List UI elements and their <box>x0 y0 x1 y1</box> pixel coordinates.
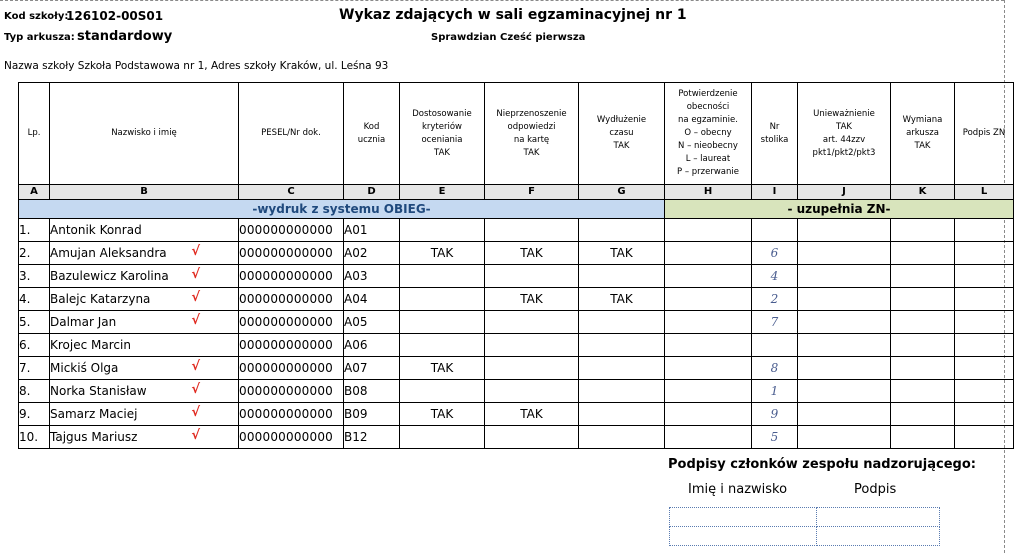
student-pesel-text: 000000000000 <box>239 223 334 237</box>
student-code-text: A03 <box>344 269 368 283</box>
desk-number-cell <box>752 403 798 426</box>
student-name <box>50 288 239 311</box>
annulment-cell[interactable] <box>798 334 891 357</box>
desk-number-cell <box>752 219 798 242</box>
student-code-text: A05 <box>344 315 368 329</box>
student-code <box>344 242 400 265</box>
student-code <box>344 265 400 288</box>
signature-row <box>670 508 940 527</box>
column-letter: A <box>19 185 50 200</box>
extended-time-cell <box>579 242 665 265</box>
column-letter: G <box>579 185 665 200</box>
student-code <box>344 426 400 449</box>
header-student-code: Kod ucznia <box>344 83 400 185</box>
signature-cell[interactable] <box>955 265 1014 288</box>
student-pesel <box>239 426 344 449</box>
desk-number-cell-text: 9 <box>770 407 779 421</box>
table-row <box>19 426 1014 449</box>
header-desk-number: Nr stolika <box>752 83 798 185</box>
sheet-exchange-cell[interactable] <box>891 403 955 426</box>
table-row <box>19 265 1014 288</box>
page-border-top <box>0 0 1004 1</box>
signatures-sign-header: Podpis <box>854 482 897 497</box>
student-name-text: Dalmar Jan <box>50 315 117 329</box>
row-number-text: 2. <box>19 246 31 260</box>
student-code <box>344 357 400 380</box>
no-transfer-cell <box>485 265 579 288</box>
attendance-cell[interactable] <box>665 311 752 334</box>
student-pesel <box>239 380 344 403</box>
header-signature: Podpis ZN <box>955 83 1014 185</box>
adjustment-cell <box>400 219 485 242</box>
row-number <box>19 426 50 449</box>
sheet-exchange-cell[interactable] <box>891 288 955 311</box>
header-annulment: Unieważnienie TAK art. 44zzv pkt1/pkt2/pkt3 <box>798 83 891 185</box>
desk-number-cell <box>752 334 798 357</box>
column-letter: L <box>955 185 1014 200</box>
desk-number-cell-text: 8 <box>770 361 779 375</box>
table-row <box>19 403 1014 426</box>
student-name <box>50 242 239 265</box>
column-letter: C <box>239 185 344 200</box>
row-number-text: 3. <box>19 269 31 283</box>
sheet-exchange-cell[interactable] <box>891 357 955 380</box>
student-code-text: B12 <box>344 430 368 444</box>
signature-cell[interactable] <box>955 242 1014 265</box>
sheet-type-value: standardowy <box>77 29 173 44</box>
extended-time-cell-text: TAK <box>610 246 633 260</box>
student-pesel <box>239 242 344 265</box>
student-code-text: A02 <box>344 246 368 260</box>
no-transfer-cell <box>485 426 579 449</box>
column-letter: H <box>665 185 752 200</box>
student-pesel <box>239 219 344 242</box>
table-row <box>19 288 1014 311</box>
no-transfer-cell-text: TAK <box>520 246 543 260</box>
row-number-text: 7. <box>19 361 31 375</box>
row-number <box>19 288 50 311</box>
row-number <box>19 219 50 242</box>
table-row <box>19 311 1014 334</box>
row-number-text: 9. <box>19 407 31 421</box>
table-row <box>19 242 1014 265</box>
signatures-title: Podpisy członków zespołu nadzorującego: <box>668 457 976 472</box>
student-name-text: Bazulewicz Karolina <box>50 269 169 283</box>
student-name-text: Antonik Konrad <box>50 223 142 237</box>
desk-number-cell-text: 7 <box>770 315 779 329</box>
table-row <box>19 380 1014 403</box>
attendance-cell[interactable] <box>665 403 752 426</box>
row-number <box>19 380 50 403</box>
adjustment-cell <box>400 242 485 265</box>
letter-row <box>19 185 1014 200</box>
student-code-text: B08 <box>344 384 368 398</box>
signature-name-cell[interactable] <box>670 527 817 546</box>
extended-time-cell-text: TAK <box>610 292 633 306</box>
annulment-cell[interactable] <box>798 219 891 242</box>
checkmark-icon: √ <box>191 244 200 259</box>
student-name-text: Balejc Katarzyna <box>50 292 151 306</box>
sheet-exchange-cell[interactable] <box>891 265 955 288</box>
student-name <box>50 357 239 380</box>
no-transfer-cell <box>485 219 579 242</box>
adjustment-cell <box>400 426 485 449</box>
column-letter: J <box>798 185 891 200</box>
band-filled-by-zn: - uzupełnia ZN- <box>665 200 1014 219</box>
attendance-cell[interactable] <box>665 265 752 288</box>
annulment-cell[interactable] <box>798 265 891 288</box>
school-info-line: Nazwa szkoły Szkoła Podstawowa nr 1, Adres szkoły Kraków, ul. Leśna 93 <box>4 60 389 72</box>
header-no-transfer: Nieprzenoszenie odpowiedzi na kartę TAK <box>485 83 579 185</box>
no-transfer-cell <box>485 288 579 311</box>
sheet-exchange-cell[interactable] <box>891 426 955 449</box>
column-letter: E <box>400 185 485 200</box>
student-code <box>344 311 400 334</box>
student-pesel <box>239 403 344 426</box>
student-code-text: B09 <box>344 407 368 421</box>
row-number <box>19 357 50 380</box>
header-sheet-exchange: Wymiana arkusza TAK <box>891 83 955 185</box>
student-name <box>50 265 239 288</box>
student-pesel-text: 000000000000 <box>239 338 334 352</box>
annulment-cell[interactable] <box>798 288 891 311</box>
page-title: Wykaz zdających w sali egzaminacyjnej nr 1 <box>339 7 687 23</box>
student-code-text: A01 <box>344 223 368 237</box>
student-code <box>344 334 400 357</box>
column-letter: B <box>50 185 239 200</box>
desk-number-cell <box>752 288 798 311</box>
desk-number-cell-text: 6 <box>770 246 779 260</box>
attendance-cell[interactable] <box>665 380 752 403</box>
student-name <box>50 219 239 242</box>
signature-name-cell[interactable] <box>670 508 817 527</box>
checkmark-icon: √ <box>191 359 200 374</box>
annulment-cell[interactable] <box>798 426 891 449</box>
signature-sign-cell[interactable] <box>817 527 940 546</box>
extended-time-cell <box>579 380 665 403</box>
student-name <box>50 380 239 403</box>
signatures-table <box>669 507 940 546</box>
row-number-text: 5. <box>19 315 31 329</box>
attendance-cell[interactable] <box>665 426 752 449</box>
annulment-cell[interactable] <box>798 403 891 426</box>
attendance-cell[interactable] <box>665 334 752 357</box>
student-pesel <box>239 311 344 334</box>
desk-number-cell-text: 4 <box>770 269 779 283</box>
desk-number-cell <box>752 311 798 334</box>
adjustment-cell <box>400 357 485 380</box>
desk-number-cell <box>752 357 798 380</box>
adjustment-cell-text: TAK <box>430 246 454 260</box>
extended-time-cell <box>579 403 665 426</box>
table-row <box>19 334 1014 357</box>
row-number-text: 10. <box>19 430 39 444</box>
signature-cell[interactable] <box>955 334 1014 357</box>
student-code <box>344 403 400 426</box>
signature-cell[interactable] <box>955 288 1014 311</box>
adjustment-cell <box>400 380 485 403</box>
student-name-text: Mickiś Olga <box>50 361 119 375</box>
sheet-exchange-cell[interactable] <box>891 242 955 265</box>
header-attendance: Potwierdzenie obecności na egzaminie. O – obecny N – nieobecny L – laureat P – przerwanie <box>665 83 752 185</box>
signature-cell[interactable] <box>955 426 1014 449</box>
desk-number-cell-text: 5 <box>770 430 779 444</box>
student-pesel-text: 000000000000 <box>239 361 334 375</box>
header-name: Nazwisko i imię <box>50 83 239 185</box>
section-band-row <box>19 200 1014 219</box>
annulment-cell[interactable] <box>798 242 891 265</box>
signature-row <box>670 527 940 546</box>
row-number <box>19 403 50 426</box>
sheet-exchange-cell[interactable] <box>891 334 955 357</box>
sheet-exchange-cell[interactable] <box>891 219 955 242</box>
no-transfer-cell <box>485 380 579 403</box>
extended-time-cell <box>579 426 665 449</box>
no-transfer-cell <box>485 357 579 380</box>
student-name <box>50 426 239 449</box>
student-code-text: A04 <box>344 292 368 306</box>
student-name-text: Samarz Maciej <box>50 407 138 421</box>
extended-time-cell <box>579 311 665 334</box>
student-pesel-text: 000000000000 <box>239 384 334 398</box>
annulment-cell[interactable] <box>798 311 891 334</box>
signature-cell[interactable] <box>955 380 1014 403</box>
row-number-text: 6. <box>19 338 31 352</box>
row-number <box>19 334 50 357</box>
student-pesel <box>239 334 344 357</box>
row-number-text: 8. <box>19 384 31 398</box>
no-transfer-cell <box>485 242 579 265</box>
attendance-cell[interactable] <box>665 357 752 380</box>
signature-cell[interactable] <box>955 311 1014 334</box>
sheet-exchange-cell[interactable] <box>891 311 955 334</box>
student-name <box>50 403 239 426</box>
desk-number-cell-text: 1 <box>770 384 779 398</box>
row-number-text: 1. <box>19 223 31 237</box>
column-letter: D <box>344 185 400 200</box>
checkmark-icon: √ <box>191 290 200 305</box>
no-transfer-cell <box>485 311 579 334</box>
header-extended-time: Wydłużenie czasu TAK <box>579 83 665 185</box>
student-pesel-text: 000000000000 <box>239 315 334 329</box>
checkmark-icon: √ <box>191 405 200 420</box>
page-subtitle: Sprawdzian Cześć pierwsza <box>431 32 586 43</box>
checkmark-icon: √ <box>191 382 200 397</box>
no-transfer-cell-text: TAK <box>520 292 543 306</box>
desk-number-cell <box>752 380 798 403</box>
student-code <box>344 219 400 242</box>
signature-cell[interactable] <box>955 219 1014 242</box>
signature-sign-cell[interactable] <box>817 508 940 527</box>
student-code <box>344 380 400 403</box>
adjustment-cell <box>400 265 485 288</box>
signature-cell[interactable] <box>955 403 1014 426</box>
extended-time-cell <box>579 219 665 242</box>
column-letter: F <box>485 185 579 200</box>
student-name-text: Krojec Marcin <box>50 338 131 352</box>
annulment-cell[interactable] <box>798 357 891 380</box>
student-code-text: A06 <box>344 338 368 352</box>
student-pesel-text: 000000000000 <box>239 430 334 444</box>
extended-time-cell <box>579 265 665 288</box>
row-number <box>19 242 50 265</box>
header-adjustment: Dostosowanie kryteriów oceniania TAK <box>400 83 485 185</box>
attendance-cell[interactable] <box>665 242 752 265</box>
exam-roster-table <box>18 82 1014 449</box>
desk-number-cell-text: 2 <box>770 292 779 306</box>
extended-time-cell <box>579 334 665 357</box>
header-lp: Lp. <box>19 83 50 185</box>
attendance-cell[interactable] <box>665 219 752 242</box>
desk-number-cell <box>752 265 798 288</box>
school-code-value: 126102-00S01 <box>66 9 164 23</box>
student-pesel-text: 000000000000 <box>239 269 334 283</box>
adjustment-cell-text: TAK <box>430 361 454 375</box>
column-letter: K <box>891 185 955 200</box>
student-name <box>50 311 239 334</box>
no-transfer-cell <box>485 403 579 426</box>
checkmark-icon: √ <box>191 313 200 328</box>
adjustment-cell <box>400 334 485 357</box>
table-row <box>19 357 1014 380</box>
student-pesel <box>239 357 344 380</box>
signature-cell[interactable] <box>955 357 1014 380</box>
sheet-type-label: Typ arkusza: <box>4 32 75 43</box>
student-name <box>50 334 239 357</box>
checkmark-icon: √ <box>191 428 200 443</box>
signatures-name-header: Imię i nazwisko <box>688 482 788 497</box>
desk-number-cell <box>752 426 798 449</box>
student-pesel-text: 000000000000 <box>239 407 334 421</box>
annulment-cell[interactable] <box>798 380 891 403</box>
sheet-exchange-cell[interactable] <box>891 380 955 403</box>
student-code <box>344 288 400 311</box>
row-number-text: 4. <box>19 292 31 306</box>
student-name-text: Norka Stanisław <box>50 384 147 398</box>
adjustment-cell-text: TAK <box>430 407 454 421</box>
adjustment-cell <box>400 288 485 311</box>
student-pesel <box>239 288 344 311</box>
student-pesel-text: 000000000000 <box>239 246 334 260</box>
student-code-text: A07 <box>344 361 368 375</box>
adjustment-cell <box>400 311 485 334</box>
band-system-printout: -wydruk z systemu OBIEG- <box>19 200 665 219</box>
student-pesel-text: 000000000000 <box>239 292 334 306</box>
row-number <box>19 265 50 288</box>
table-row <box>19 219 1014 242</box>
row-number <box>19 311 50 334</box>
student-pesel <box>239 265 344 288</box>
no-transfer-cell-text: TAK <box>520 407 543 421</box>
header-pesel: PESEL/Nr dok. <box>239 83 344 185</box>
adjustment-cell <box>400 403 485 426</box>
student-name-text: Amujan Aleksandra <box>50 246 167 260</box>
attendance-cell[interactable] <box>665 288 752 311</box>
extended-time-cell <box>579 357 665 380</box>
desk-number-cell <box>752 242 798 265</box>
school-code-label: Kod szkoły: <box>4 11 69 22</box>
column-letter: I <box>752 185 798 200</box>
student-name-text: Tajgus Mariusz <box>50 430 138 444</box>
no-transfer-cell <box>485 334 579 357</box>
checkmark-icon: √ <box>191 267 200 282</box>
extended-time-cell <box>579 288 665 311</box>
